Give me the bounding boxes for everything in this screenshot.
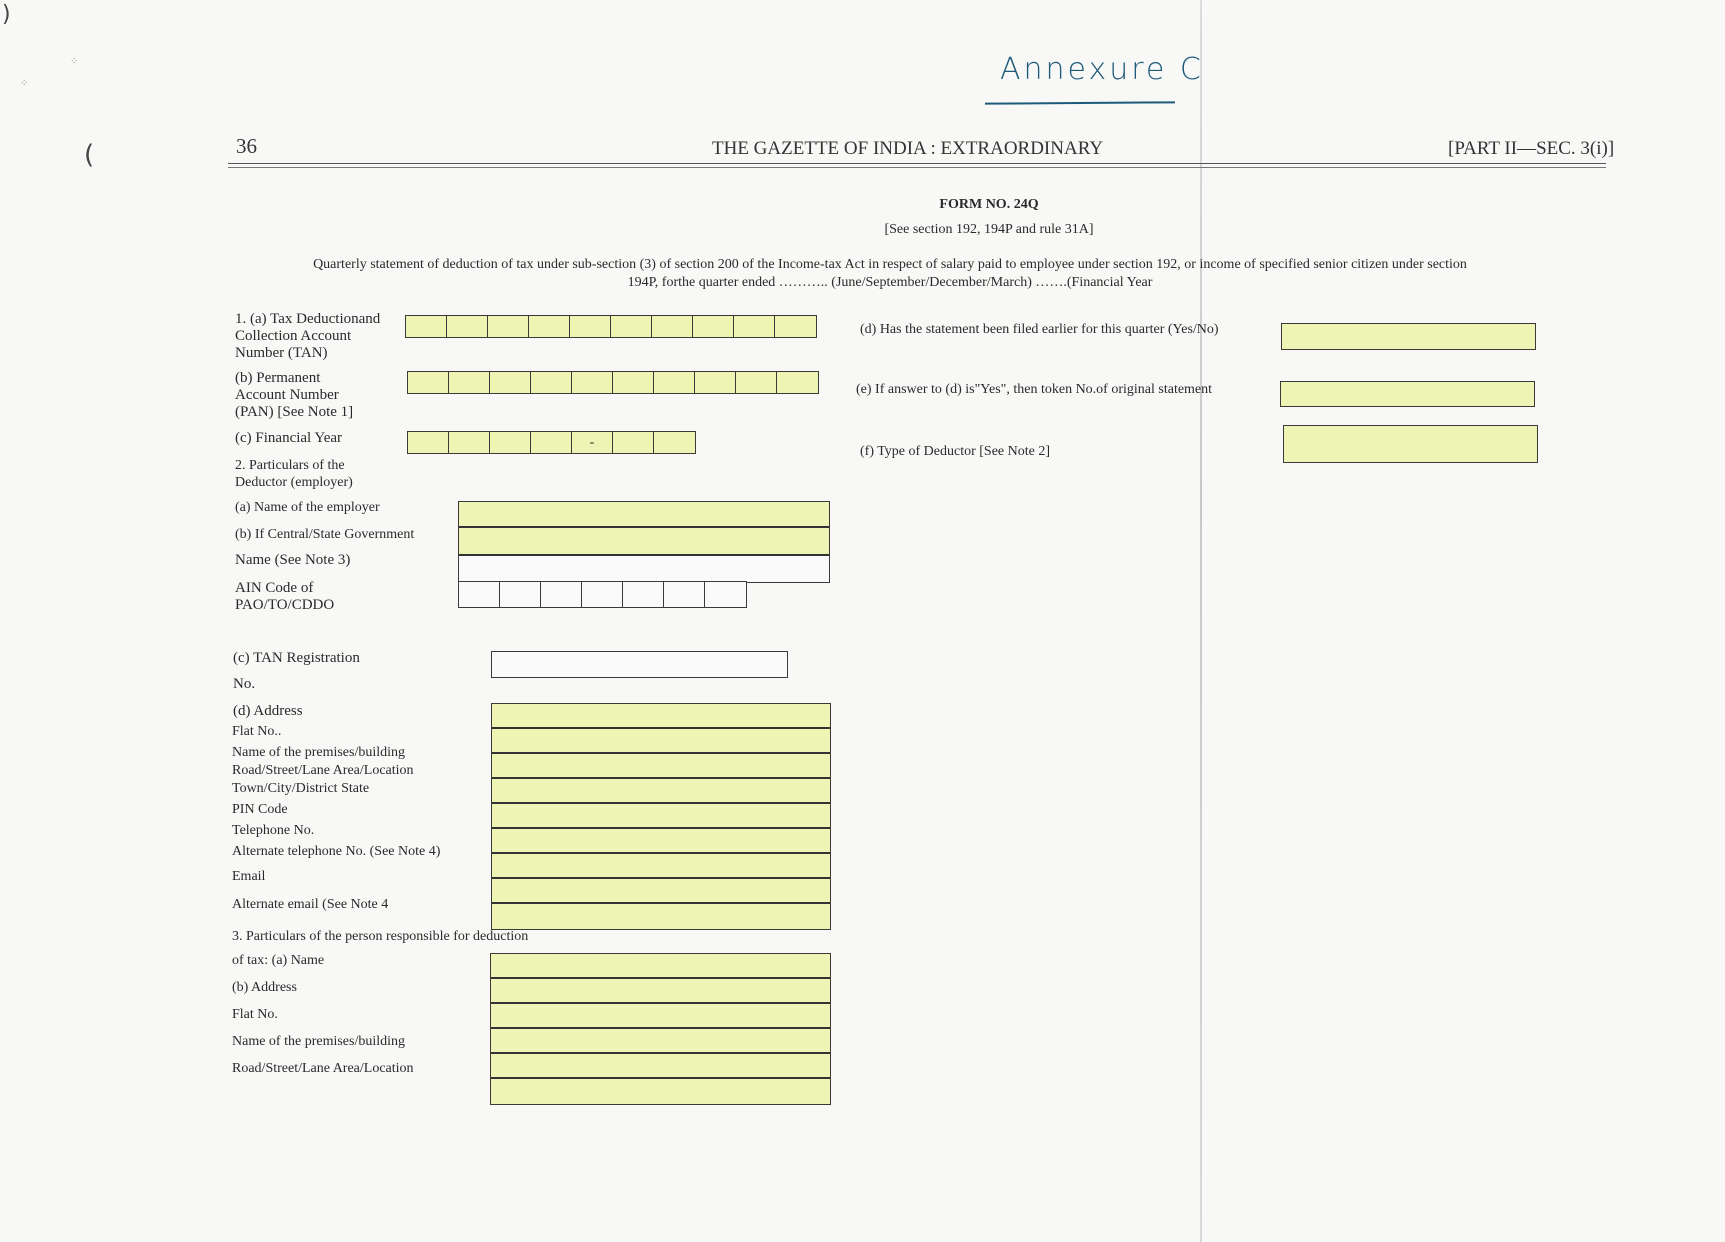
tan-registration-input[interactable] xyxy=(491,651,788,678)
section2-heading-line: 2. Particulars of the xyxy=(235,458,345,473)
section3-field-input[interactable] xyxy=(491,979,830,1004)
section2-heading xyxy=(235,457,353,491)
char-cell[interactable] xyxy=(570,316,611,337)
char-cell[interactable] xyxy=(693,316,734,337)
financial-year-input[interactable] xyxy=(407,431,696,454)
gazette-title: THE GAZETTE OF INDIA : EXTRAORDINARY xyxy=(712,138,1104,159)
char-cell[interactable] xyxy=(406,316,447,337)
address-field-input[interactable] xyxy=(492,904,830,929)
govt-name-label: Name (See Note 3) xyxy=(235,552,351,568)
char-cell[interactable] xyxy=(613,372,654,393)
address-field-input[interactable] xyxy=(492,804,830,829)
tan-label-line: Number (TAN) xyxy=(235,345,328,361)
char-cell[interactable] xyxy=(664,582,705,607)
char-cell[interactable] xyxy=(449,372,490,393)
char-cell[interactable] xyxy=(449,432,490,453)
tan-input[interactable] xyxy=(405,315,817,338)
address-field-label: PIN Code xyxy=(232,802,288,817)
intro-line-1: Quarterly statement of deduction of tax under sub-section (3) of section 200 of the Income-tax Act in respect of salary paid to employee under section 192, or income of specified senior citizen under section xyxy=(313,257,1467,272)
employer-name-input[interactable] xyxy=(459,502,829,528)
section3-fields xyxy=(490,953,831,1105)
char-cell[interactable] xyxy=(582,582,623,607)
section2-heading-line: Deductor (employer) xyxy=(235,475,353,490)
tan-label-line: 1. (a) Tax Deductionand xyxy=(235,311,381,327)
stray-mark: ( xyxy=(84,140,95,170)
char-cell[interactable] xyxy=(488,316,529,337)
section3-field-input[interactable] xyxy=(491,1079,830,1104)
token-no-label: (e) If answer to (d) is"Yes", then token No.of original statement xyxy=(856,382,1213,397)
tan-registration-label-2: No. xyxy=(233,676,256,692)
address-field-label: Flat No.. xyxy=(232,724,282,739)
tan-registration-label: (c) TAN Registration xyxy=(233,650,360,666)
address-field-input[interactable] xyxy=(492,879,830,904)
address-label: (d) Address xyxy=(233,703,303,719)
token-no-input[interactable] xyxy=(1280,381,1535,407)
tan-label xyxy=(235,311,397,362)
char-cell[interactable] xyxy=(654,372,695,393)
address-field-label: Alternate email (See Note 4 xyxy=(232,897,389,912)
header-rule xyxy=(228,163,1606,164)
ain-label-line: PAO/TO/CDDO xyxy=(235,597,335,613)
address-field-input[interactable] xyxy=(492,704,830,729)
section3-field-label: Name of the premises/building xyxy=(232,1034,406,1049)
section3-field-label: of tax: (a) Name xyxy=(232,953,325,968)
section3-field-label: Road/Street/Lane Area/Location xyxy=(232,1061,414,1076)
address-field-input[interactable] xyxy=(492,754,830,779)
pan-label-line xyxy=(235,370,400,387)
char-cell[interactable] xyxy=(447,316,488,337)
stray-mark: ⁘ xyxy=(20,78,29,89)
char-cell[interactable] xyxy=(695,372,736,393)
char-cell[interactable] xyxy=(531,432,572,453)
pan-label-text: (b) Permanent xyxy=(235,370,321,386)
govt-name-input[interactable] xyxy=(459,556,829,582)
intro-line-2: 194P, forthe quarter ended ……….. (June/September/December/March) …….(Financial Year xyxy=(627,275,1153,290)
employer-fields xyxy=(458,501,830,583)
char-cell[interactable] xyxy=(490,372,531,393)
ain-code-input[interactable] xyxy=(458,581,747,608)
char-cell[interactable] xyxy=(775,316,816,337)
form-subtitle: [See section 192, 194P and rule 31A] xyxy=(884,222,1094,237)
ain-label-line: AIN Code of xyxy=(235,580,314,596)
stray-mark: ⁘ xyxy=(70,56,79,67)
handwritten-annexure-label: Annexure C xyxy=(1000,52,1204,87)
char-cell[interactable] xyxy=(459,582,500,607)
stray-mark: ) xyxy=(2,2,11,27)
char-cell[interactable] xyxy=(654,432,695,453)
header-rule xyxy=(228,167,1606,168)
page-number: 36 xyxy=(236,134,257,158)
char-cell[interactable] xyxy=(623,582,664,607)
pan-label xyxy=(235,370,400,421)
form-intro xyxy=(240,256,1540,292)
char-cell[interactable] xyxy=(531,372,572,393)
section3-field-input[interactable] xyxy=(491,1004,830,1029)
handwritten-underline xyxy=(985,101,1175,104)
char-cell[interactable] xyxy=(500,582,541,607)
char-cell[interactable] xyxy=(736,372,777,393)
form-title: FORM NO. 24Q xyxy=(939,197,1039,212)
char-cell[interactable] xyxy=(408,432,449,453)
address-field-label: Alternate telephone No. (See Note 4) xyxy=(232,844,441,859)
char-cell[interactable] xyxy=(611,316,652,337)
govt-label: (b) If Central/State Government xyxy=(235,527,415,542)
address-field-label: Road/Street/Lane Area/Location xyxy=(232,763,414,778)
char-cell[interactable] xyxy=(613,432,654,453)
address-field-input[interactable] xyxy=(492,779,830,804)
char-cell[interactable] xyxy=(529,316,570,337)
part-section: [PART II—SEC. 3(i)] xyxy=(1448,138,1615,159)
char-cell[interactable] xyxy=(572,372,613,393)
section3-field-label: (b) Address xyxy=(232,980,297,995)
deductor-type-label: (f) Type of Deductor [See Note 2] xyxy=(860,444,1051,459)
govt-input[interactable] xyxy=(459,528,829,556)
filed-earlier-input[interactable] xyxy=(1281,323,1536,350)
ain-label xyxy=(235,580,334,614)
address-field-label: Town/City/District State xyxy=(232,781,370,796)
char-cell[interactable] xyxy=(541,582,582,607)
section3-field-input[interactable] xyxy=(491,1029,830,1054)
pan-label-line: Account Number xyxy=(235,387,339,403)
pan-label-line: (PAN) [See Note 1] xyxy=(235,404,354,420)
deductor-type-input[interactable] xyxy=(1283,425,1538,463)
char-cell[interactable] xyxy=(777,372,818,393)
char-cell[interactable] xyxy=(734,316,775,337)
section3-heading: 3. Particulars of the person responsible for deduction xyxy=(232,929,529,944)
filed-earlier-label: (d) Has the statement been filed earlier for this quarter (Yes/No) xyxy=(860,322,1219,337)
address-fields xyxy=(491,703,831,930)
tan-label-line: Collection Account xyxy=(235,328,352,344)
char-cell[interactable] xyxy=(408,372,449,393)
address-field-input[interactable] xyxy=(492,829,830,854)
char-cell[interactable] xyxy=(652,316,693,337)
char-cell[interactable]: - xyxy=(572,432,613,453)
section3-field-input[interactable] xyxy=(491,954,830,979)
employer-name-label: (a) Name of the employer xyxy=(235,500,380,515)
paper-fold-line xyxy=(1200,0,1202,1242)
address-field-input[interactable] xyxy=(492,854,830,879)
char-cell[interactable] xyxy=(705,582,746,607)
char-cell[interactable] xyxy=(490,432,531,453)
section3-field-label: Flat No. xyxy=(232,1007,278,1022)
financial-year-label: (c) Financial Year xyxy=(235,430,343,446)
address-field-input[interactable] xyxy=(492,729,830,754)
address-field-label: Email xyxy=(232,869,266,884)
section3-field-input[interactable] xyxy=(491,1054,830,1079)
address-field-label: Telephone No. xyxy=(232,823,315,838)
address-field-label: Name of the premises/building xyxy=(232,745,406,760)
pan-input[interactable] xyxy=(407,371,819,394)
